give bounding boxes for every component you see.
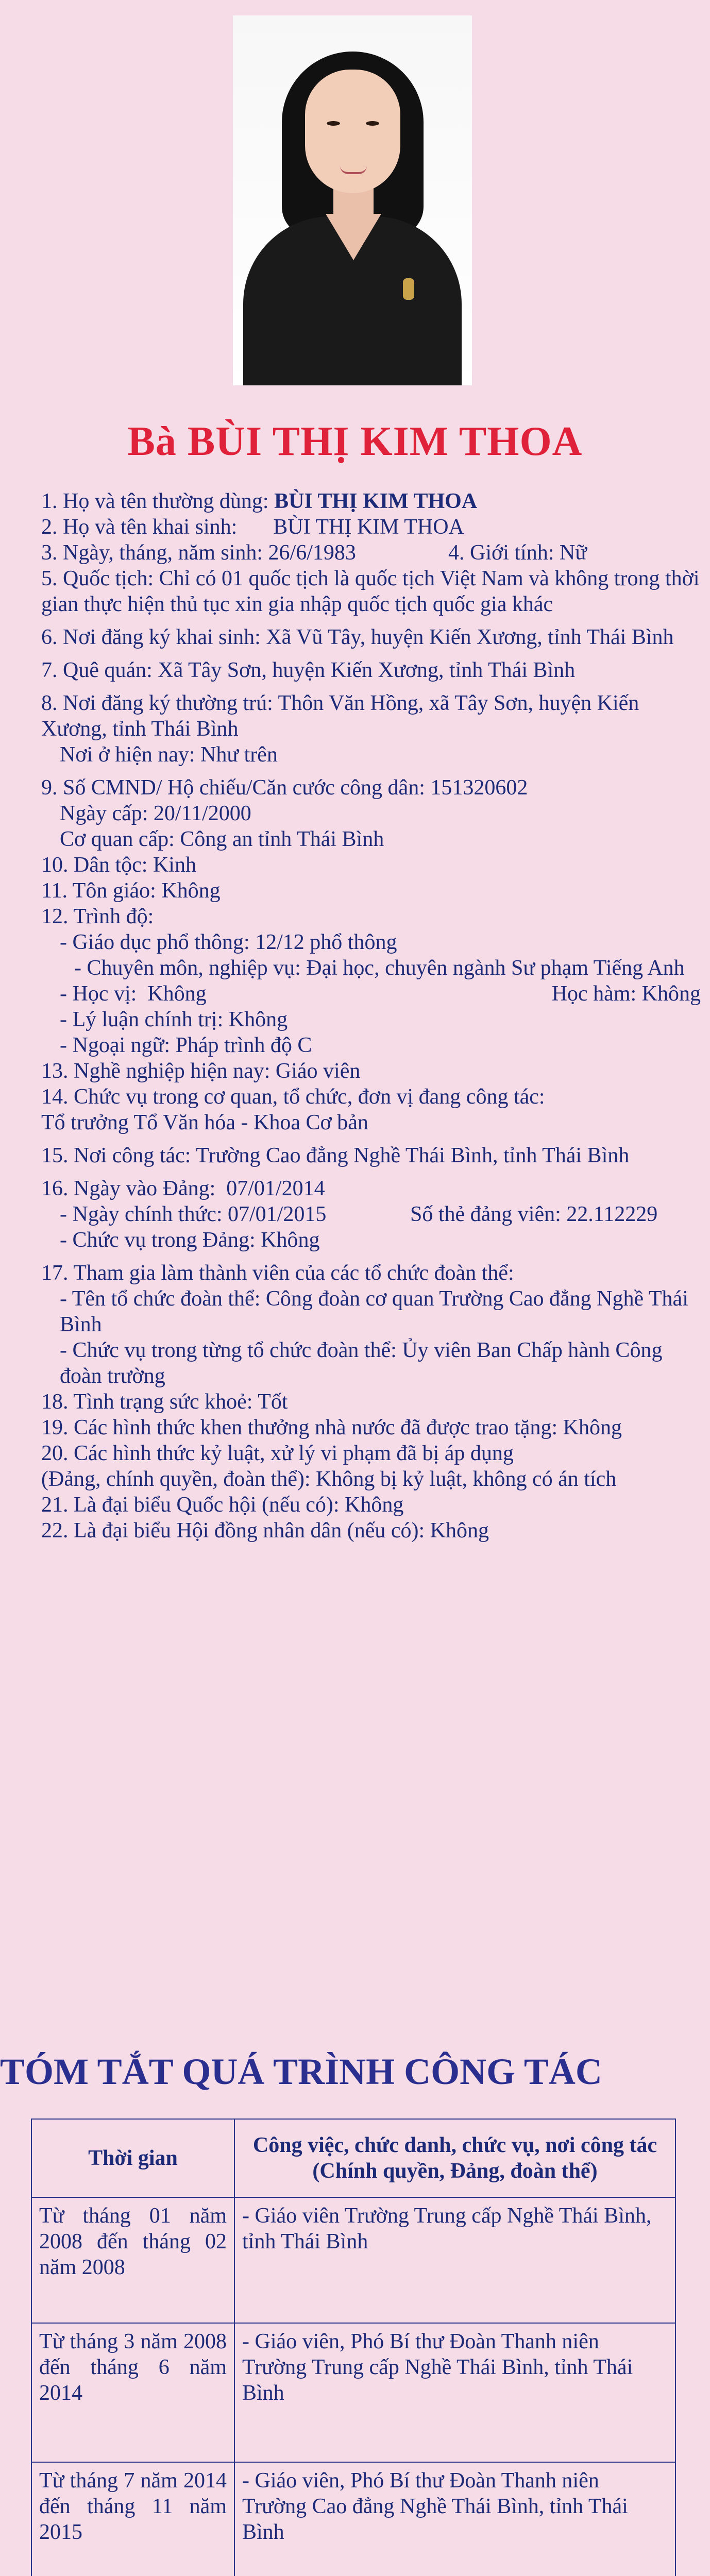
personal-info [41, 488, 705, 1544]
info-line-17a: - Tên tổ chức đoàn thể: Công đoàn cơ quan Trường Cao đẳng Nghề Thái Bình [60, 1287, 694, 1336]
birth-name: BÙI THỊ KIM THOA [273, 515, 464, 539]
info-line-6: 6. Nơi đăng ký khai sinh: Xã Vũ Tây, huyện Kiến Xương, tỉnh Thái Bình [41, 625, 674, 649]
info-line-14: 14. Chức vụ trong cơ quan, tổ chức, đơn vị đang công tác: [41, 1085, 545, 1109]
info-line-7: 7. Quê quán: Xã Tây Sơn, huyện Kiến Xương, tỉnh Thái Bình [41, 658, 576, 682]
info-line-12: 12. Trình độ: [41, 905, 154, 928]
page-title: Bà BÙI THỊ KIM THOA [127, 419, 583, 464]
info-line-20: 20. Các hình thức kỷ luật, xử lý vi phạm đã bị áp dụng [41, 1442, 514, 1465]
info-line-17b: - Chức vụ trong từng tổ chức đoàn thể: Ủy viên Ban Chấp hành Công đoàn trường [60, 1338, 668, 1388]
info-line-12a: - Giáo dục phổ thông: 12/12 phổ thông [60, 930, 397, 954]
time-cell: Từ tháng 7 năm 2014 đến tháng 11 năm 2015 [31, 2462, 234, 2576]
info-line-15: 15. Nơi công tác: Trường Cao đẳng Nghề Thái Bình, tỉnh Thái Bình [41, 1144, 630, 1167]
info-line-9c: Cơ quan cấp: Công an tỉnh Thái Bình [60, 827, 384, 851]
info-line-8b: Nơi ở hiện nay: Như trên [60, 743, 278, 767]
column-header-time: Thời gian [31, 2119, 234, 2197]
info-line-8: 8. Nơi đăng ký thường trú: Thôn Văn Hồng, xã Tây Sơn, huyện Kiến Xương, tỉnh Thái Bình [41, 691, 645, 741]
info-line-2: 2. Họ và tên khai sinh: BÙI THỊ KIM THOA [41, 515, 464, 539]
info-line-14b: Tổ trưởng Tổ Văn hóa - Khoa Cơ bản [41, 1111, 368, 1134]
info-line-3: 3. Ngày, tháng, năm sinh: 26/6/1983 4. Giới tính: Nữ [41, 541, 587, 565]
info-line-12e: - Ngoại ngữ: Pháp trình độ C [60, 1033, 312, 1057]
info-line-12b: - Chuyên môn, nghiệp vụ: Đại học, chuyên ngành Sư phạm Tiếng Anh [74, 956, 685, 980]
work-cell: - Giáo viên, Phó Bí thư Đoàn Thanh niên Trường Trung cấp Nghề Thái Bình, tỉnh Thái Bình [234, 2323, 675, 2462]
info-line-11: 11. Tôn giáo: Không [41, 879, 221, 903]
table-row [31, 2197, 675, 2323]
table-row [31, 2323, 675, 2462]
info-line-9: 9. Số CMND/ Hộ chiếu/Căn cước công dân: 151320602 [41, 776, 528, 800]
portrait-photo [233, 15, 472, 385]
info-line-5: 5. Quốc tịch: Chỉ có 01 quốc tịch là quốc tịch Việt Nam và không trong thời gian thực hiện thủ tục xin gia nhập quốc tịch quốc gia khác [41, 567, 705, 616]
table-header-row [31, 2119, 675, 2197]
info-line-16b: - Chức vụ trong Đảng: Không [60, 1228, 320, 1252]
info-line-17: 17. Tham gia làm thành viên của các tổ chức đoàn thể: [41, 1261, 514, 1285]
info-line-22: 22. Là đại biểu Hội đồng nhân dân (nếu có): Không [41, 1519, 489, 1543]
column-header-work: Công việc, chức danh, chức vụ, nơi công tác (Chính quyền, Đảng, đoàn thể) [234, 2119, 675, 2197]
info-line-9b: Ngày cấp: 20/11/2000 [60, 802, 251, 825]
info-line-16: 16. Ngày vào Đảng: 07/01/2014 [41, 1177, 325, 1200]
time-cell: Từ tháng 3 năm 2008 đến tháng 6 năm 2014 [31, 2323, 234, 2462]
info-line-21: 21. Là đại biểu Quốc hội (nếu có): Không [41, 1493, 404, 1517]
work-history-table [31, 2119, 676, 2576]
work-cell: - Giáo viên Trường Trung cấp Nghề Thái Bình, tỉnh Thái Bình [234, 2197, 675, 2323]
info-line-20b: (Đảng, chính quyền, đoàn thể): Không bị kỷ luật, không có án tích [41, 1467, 617, 1491]
common-name: BÙI THỊ KIM THOA [274, 489, 478, 513]
brooch-icon [403, 278, 414, 300]
info-line-18: 18. Tình trạng sức khoẻ: Tốt [41, 1390, 288, 1414]
work-history-title: TÓM TẮT QUÁ TRÌNH CÔNG TÁC [0, 2051, 602, 2092]
work-cell: - Giáo viên, Phó Bí thư Đoàn Thanh niên Trường Cao đẳng Nghề Thái Bình, tỉnh Thái Bình [234, 2462, 675, 2576]
info-line-13: 13. Nghề nghiệp hiện nay: Giáo viên [41, 1059, 361, 1083]
info-line-19: 19. Các hình thức khen thưởng nhà nước đã được trao tặng: Không [41, 1416, 622, 1439]
info-line-16a: - Ngày chính thức: 07/01/2015 Số thẻ đảng viên: 22.112229 [60, 1202, 658, 1226]
info-line-12d: - Lý luận chính trị: Không [60, 1008, 288, 1031]
info-line-1: 1. Họ và tên thường dùng: BÙI THỊ KIM THOA [41, 489, 478, 513]
info-line-10: 10. Dân tộc: Kinh [41, 853, 196, 877]
time-cell: Từ tháng 01 năm 2008 đến tháng 02 năm 2008 [31, 2197, 234, 2323]
table-row [31, 2462, 675, 2576]
info-line-12c: - Học vị: Không Học hàm: Không [60, 982, 701, 1006]
